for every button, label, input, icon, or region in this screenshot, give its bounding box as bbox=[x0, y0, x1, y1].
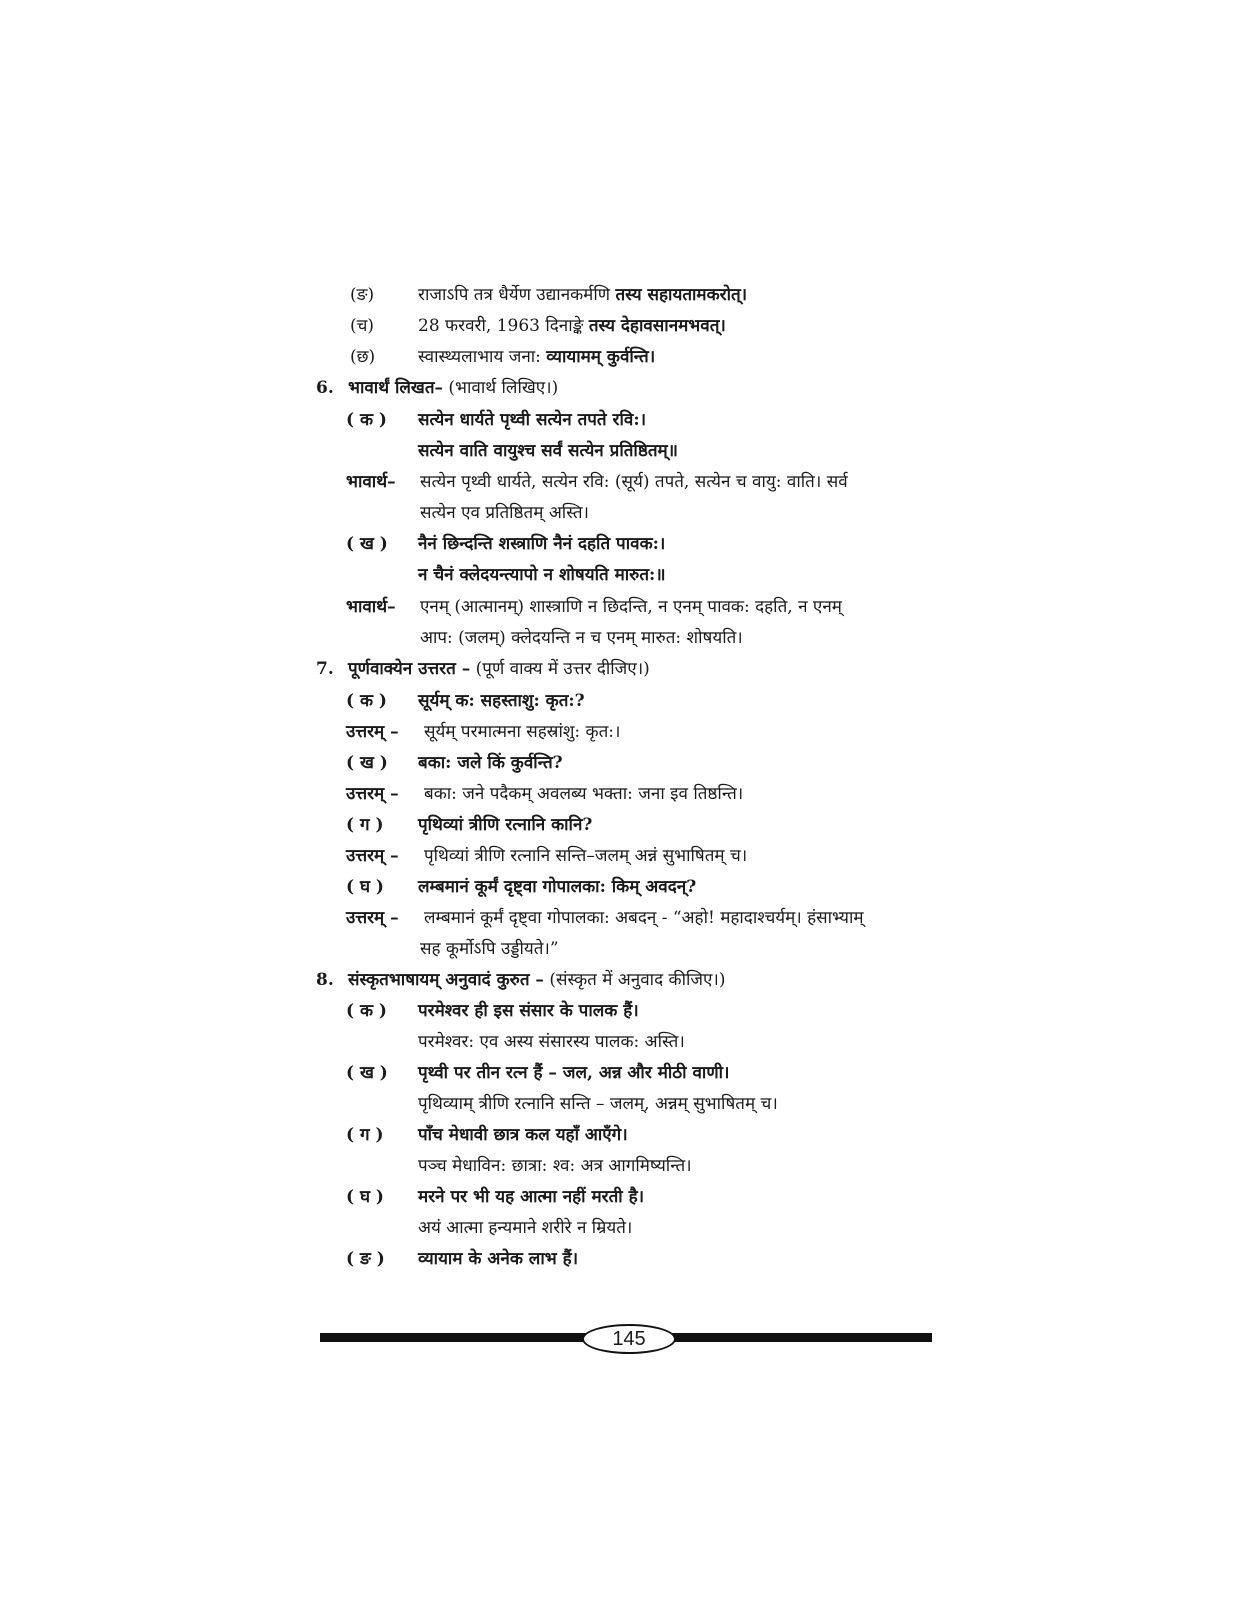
item-bold-text: तस्य देहावसानमभवत्। bbox=[588, 316, 726, 336]
item-bold-text: व्यायामम् कुर्वन्ति। bbox=[546, 347, 656, 367]
q6-answer-ka-2: सत्येन एव प्रतिष्ठितम् अस्ति। bbox=[420, 503, 589, 523]
question-text: लम्बमानं कूर्मं दृष्ट्वा गोपालका: किम् अवदन्? bbox=[418, 877, 697, 897]
item-label: ( घ ) bbox=[346, 1187, 384, 1207]
item-label: ( ग ) bbox=[346, 815, 384, 835]
item-label: ( ख ) bbox=[346, 534, 388, 554]
item-label: (च) bbox=[350, 316, 375, 336]
item-label: ( क ) bbox=[346, 691, 387, 711]
question-number: 6. bbox=[316, 378, 334, 398]
q8-sanskrit-kha: पृथिव्याम् त्रीणि रत्नानि सन्ति – जलम्, अन्नम् सुभाषितम् च। bbox=[418, 1094, 778, 1114]
question-text: सूर्यम् क: सहस्ताशु: कृत:? bbox=[418, 691, 585, 711]
answer-label: उत्तरम् – bbox=[346, 722, 399, 742]
verse-line: नैनं छिन्दन्ति शस्त्राणि नैनं दहति पावक:। bbox=[418, 534, 666, 554]
item-text: राजाऽपि तत्र धैर्येण उद्यानकर्मणि bbox=[418, 285, 616, 305]
question-number: 8. bbox=[316, 970, 334, 990]
item-label: ( घ ) bbox=[346, 877, 384, 897]
answer-text: लम्बमानं कूर्मं दृष्ट्वा गोपालका: अबदन् - “अहो! महादाश्चर्यम्। हंसाभ्याम् bbox=[424, 908, 864, 928]
item-label: ( क ) bbox=[346, 410, 387, 430]
answer-label: उत्तरम् – bbox=[346, 908, 399, 928]
q6-verse-kha-2: न चैनं क्लेदयन्त्यापो न शोषयति मारुत:॥ bbox=[418, 565, 666, 585]
question-title: संस्कृतभाषायम् अनुवादं कुरुत – bbox=[348, 970, 544, 990]
answer-text: पृथिव्यां त्रीणि रत्नानि सन्ति–जलम् अन्नं सुभाषितम् च। bbox=[424, 846, 748, 866]
item-label: ( ख ) bbox=[346, 1063, 388, 1083]
item-label: ( ग ) bbox=[346, 1125, 384, 1145]
q8-sanskrit-ga: पञ्च मेधाविन: छात्रा: श्व: अत्र आगमिष्यन्ति। bbox=[418, 1156, 692, 1176]
answer-label: भावार्थ– bbox=[346, 472, 396, 492]
q8-sanskrit-ka: परमेश्वर: एव अस्य संसारस्य पालक: अस्ति। bbox=[418, 1032, 685, 1052]
question-text: पृथिव्यां त्रीणि रत्नानि कानि? bbox=[418, 815, 593, 835]
item-label: ( ख ) bbox=[346, 753, 388, 773]
question-text: बका: जले किं कुर्वन्ति? bbox=[418, 753, 563, 773]
footer-rule-right bbox=[664, 1333, 932, 1342]
answer-text: सूर्यम् परमात्मना सहस्रांशु: कृत:। bbox=[424, 722, 621, 742]
item-label: ( ङ ) bbox=[346, 1249, 385, 1269]
page-footer bbox=[320, 1324, 932, 1352]
item-label: (छ) bbox=[350, 347, 376, 367]
item-label: (ङ) bbox=[350, 285, 375, 305]
question-title: भावार्थं लिखत– bbox=[348, 378, 444, 398]
question-subtitle: (संस्कृत में अनुवाद कीजिए।) bbox=[549, 970, 726, 990]
answer-label: भावार्थ– bbox=[346, 597, 396, 617]
answer-text: सत्येन पृथ्वी धार्यते, सत्येन रवि: (सूर्य) तपते, सत्येन च वायु: वाति। सर्व bbox=[420, 472, 848, 492]
hindi-sentence: पाँच मेधावी छात्र कल यहाँ आएँगे। bbox=[418, 1125, 628, 1145]
q8-sanskrit-gha: अयं आत्मा हन्यमाने शरीरे न म्रियते। bbox=[418, 1218, 633, 1238]
question-subtitle: (भावार्थ लिखिए।) bbox=[448, 378, 559, 398]
q6-verse-ka-2: सत्येन वाति वायुश्च सर्वं सत्येन प्रतिष्ठितम्॥ bbox=[418, 441, 678, 461]
hindi-sentence: मरने पर भी यह आत्मा नहीं मरती है। bbox=[418, 1187, 645, 1207]
item-text: 28 फरवरी, 1963 दिनाङ्के bbox=[418, 316, 589, 336]
hindi-sentence: परमेश्वर ही इस संसार के पालक हैं। bbox=[418, 1001, 639, 1021]
hindi-sentence: व्यायाम के अनेक लाभ हैं। bbox=[418, 1249, 579, 1269]
page-number: 145 bbox=[582, 1324, 676, 1354]
question-number: 7. bbox=[316, 659, 334, 679]
q7-answer-gha-2: सह कूर्मोऽपि उड्डीयते।” bbox=[420, 939, 559, 959]
q6-answer-kha-2: आप: (जलम्) क्लेदयन्ति न च एनम् मारुत: शोषयति। bbox=[420, 628, 743, 648]
item-text: स्वास्थ्यलाभाय जना: bbox=[418, 347, 547, 367]
question-title: पूर्णवाक्येन उत्तरत – bbox=[348, 659, 471, 679]
hindi-sentence: पृथ्वी पर तीन रत्न हैं – जल, अन्न और मीठी वाणी। bbox=[418, 1063, 730, 1083]
answer-text: एनम् (आत्मानम्) शास्त्राणि न छिदन्ति, न एनम् पावक: दहति, न एनम् bbox=[420, 597, 842, 617]
answer-label: उत्तरम् – bbox=[346, 846, 399, 866]
question-subtitle: (पूर्ण वाक्य में उत्तर दीजिए।) bbox=[475, 659, 650, 679]
footer-rule-left bbox=[320, 1333, 590, 1342]
item-label: ( क ) bbox=[346, 1001, 387, 1021]
verse-line: सत्येन धार्यते पृथ्वी सत्येन तपते रवि:। bbox=[418, 410, 647, 430]
item-bold-text: तस्य सहायतामकरोत्। bbox=[615, 285, 748, 305]
answer-label: उत्तरम् – bbox=[346, 784, 399, 804]
answer-text: बका: जने पदैकम् अवलब्य भक्ता: जना इव तिष्ठन्ति। bbox=[424, 784, 744, 804]
